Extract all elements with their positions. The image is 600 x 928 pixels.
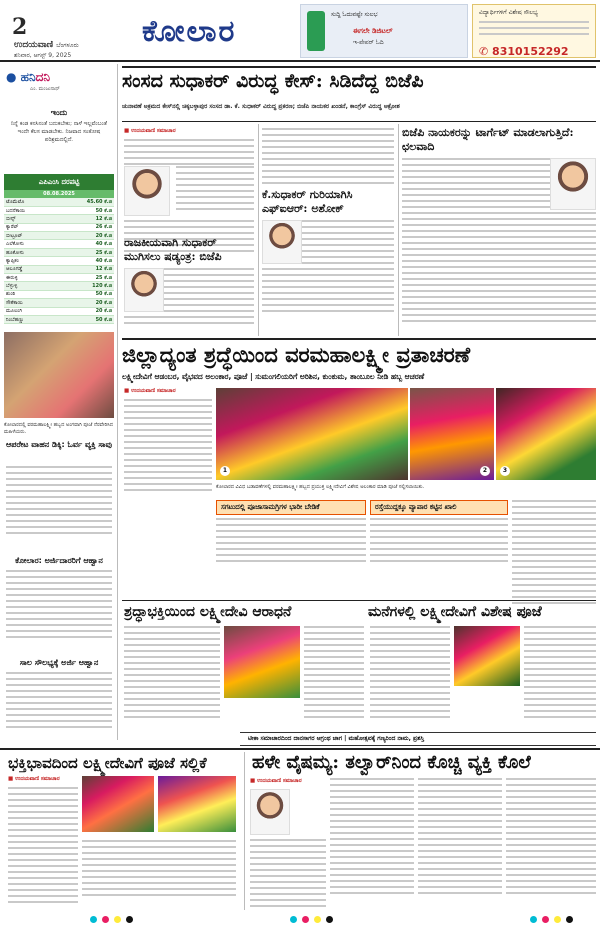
mid-sub-right: ಮನೆಗಳಲ್ಲಿ ಲಕ್ಷ್ಮೀದೇವಿಗೆ ವಿಶೇಷ ಪೂಜೆ: [368, 604, 542, 620]
body-text: [124, 626, 220, 722]
ad-text: ವಿದ್ಯಾರ್ಥಿಗಳಿಗೆ ವಿಶೇಷ ಸೌಲಭ್ಯ: [479, 9, 538, 16]
today-text: ನಿನ್ನೆ ಕಂಡ ಕನಸಿನಂತೆ ಬದುಕಬೇಕು; ನಾಳೆ ಇಲ್ಲವೆಂಬಂತೆ ಇಂದೇ ಕೆಲಸ ಮಾಡಬೇಕು. ನಿಜವಾದ ಸಂತೋಷ ಪರಿಶ್ರಮದಲ್ಲಿದೆ.: [11, 121, 107, 143]
politician-photo: [550, 158, 596, 210]
veg-price: 25 ಕೆ.ಜಿ: [52, 274, 114, 282]
veg-name: ಬೆಳ್ಳುಳ್ಳಿ: [4, 282, 52, 290]
body-text: [216, 518, 366, 566]
issue-date: ಶನಿವಾರ, ಆಗಸ್ಟ್ 9, 2025: [14, 52, 72, 59]
veg-price-row: [4, 215, 114, 223]
veg-price-row: [4, 223, 114, 231]
body-text: [262, 128, 394, 184]
magenta-dot-icon: [102, 916, 109, 923]
bottom-right-col-1: [250, 778, 326, 911]
left-story-3-body: [6, 672, 112, 732]
festival-photo-2: [410, 388, 494, 480]
veg-price-row: [4, 257, 114, 265]
veg-name: ಕ್ಯಾಪ್ಸಿಕಂ: [4, 257, 52, 265]
veg-price-row: [4, 198, 114, 206]
box-head-2: ರಸ್ತೆಯುದ್ದಕ್ಕೂ ವ್ಯಾಪಾರ ಕಟ್ಟಿನ ಖಾಲಿ: [370, 500, 508, 515]
politician-photo: [124, 268, 164, 312]
phone-icon: [307, 11, 325, 51]
veg-price-row: [4, 282, 114, 290]
magenta-dot-icon: [542, 916, 549, 923]
body-text: [82, 840, 236, 900]
festival-photo-3: [496, 388, 596, 480]
masthead: [0, 0, 600, 62]
veg-name: ಟೊಮೆಟೊ: [4, 198, 52, 206]
veg-name: ಈರುಳ್ಳಿ: [4, 274, 52, 282]
veg-name: ಕ್ಯಾರೆಟ್: [4, 223, 52, 231]
veg-name: ಹೂಕೋಸು: [4, 248, 52, 256]
mid-story-col-1: [124, 388, 212, 495]
bottom-right-headline: ಹಳೇ ವೈಷಮ್ಯ: ತಲ್ವಾರ್‌ನಿಂದ ಕೊಚ್ಚಿ ವ್ಯಕ್ತಿ ಕೊಲೆ: [252, 752, 531, 773]
body-text: [124, 139, 254, 165]
cyan-dot-icon: [290, 916, 297, 923]
logo-word-1: ಹನಿ: [20, 70, 36, 84]
section-title: ಕೋಲಾರ: [142, 14, 237, 49]
bottom-left-headline: ಭಕ್ತಿಭಾವದಿಂದ ಲಕ್ಷ್ಮೀದೇವಿಗೆ ಪೂಜೆ ಸಲ್ಲಿಕೆ: [8, 754, 207, 772]
body-text: [8, 787, 78, 903]
yellow-dot-icon: [314, 916, 321, 923]
ad-text: ಸುದ್ದಿ ಓದುವಷ್ಟೇ ಸುಲಭ: [331, 11, 378, 18]
left-story-2-body: [6, 570, 112, 642]
phone-number: 8310152292: [492, 45, 569, 58]
top-story-col-1b: [124, 268, 254, 328]
byline: ■ ಉದಯವಾಣಿ ಸಮಾಚಾರ: [8, 776, 60, 782]
top-story-deck: ಚುನಾವಣೆ ಅಕ್ರಮದ ಕೇಸ್‌ನಲ್ಲಿ ಚಿಕ್ಕಬಳ್ಳಾಪುರ ಸಂಸದ ಡಾ. ಕೆ. ಸುಧಾಕರ್ ವಿರುದ್ಧ ಪ್ರಕರಣ; ಬಿಜೆಪಿ ನಾಯಕರ ಖಂಡನೆ, ಕಾಂಗ್ರೆಸ್ ವಿರುದ್ಧ ಆಕ್ರೋಶ: [122, 103, 400, 110]
byline: ■ ಉದಯವಾಣಿ ಸಮಾಚಾರ: [124, 388, 176, 394]
top-story-sub-2: ಕೆ.ಸುಧಾಕರ್ ಗುರಿಯಾಗಿಸಿ ಎಫ್‌ಐಆರ್: ಅಶೋಕ್: [262, 188, 353, 215]
veg-name: ಶುಂಠಿ: [4, 290, 52, 298]
veg-price-row: [4, 265, 114, 273]
rule: [0, 748, 600, 750]
festival-photo-1: [216, 388, 408, 480]
body-text: [124, 399, 212, 491]
veg-name: ಸೌತೆಕಾಯಿ: [4, 299, 52, 307]
puja-photo: [224, 626, 300, 698]
veg-price: 12 ಕೆ.ಜಿ: [52, 215, 114, 223]
logo-word-2: ದನಿ: [35, 70, 51, 84]
left-story-1-body: [6, 466, 112, 538]
ad-strip[interactable]: ಟೀಕಾ ಸಮಾಚಾರದಿಂದ ದಾನಸಾಗರ ಆಗ್ರಂಥ ಜಾಗ | ಮಹೋತ್ಸವಕ್ಕೆ ಗಣ್ಯರಿಂದ ನಾಮ, ಪ್ರಶಸ್ತಿ: [240, 732, 596, 746]
politician-photo: [124, 166, 170, 216]
veg-price-date: 08.08.2025: [4, 190, 114, 198]
magenta-dot-icon: [302, 916, 309, 923]
festival-photo: [4, 332, 114, 418]
cyan-dot-icon: [90, 916, 97, 923]
byline: ■ ಉದಯವಾಣಿ ಸಮಾಚಾರ: [250, 778, 302, 784]
yellow-dot-icon: [114, 916, 121, 923]
left-story-3-head: ಸಾಲ ಸೌಲಭ್ಯಕ್ಕೆ ಅರ್ಜಿ ಆಹ್ವಾನ: [19, 658, 99, 667]
veg-name: ಮೂಲಂಗಿ: [4, 307, 52, 315]
veg-price: 50 ಕೆ.ಜಿ: [52, 206, 114, 214]
top-story-col-2b: [262, 220, 394, 316]
top-story-sub-3: ಬಿಜೆಪಿ ನಾಯಕರನ್ನು ಟಾರ್ಗೆಟ್ ಮಾಡಲಾಗುತ್ತಿದೆ: ಛಲವಾದಿ: [402, 126, 574, 153]
body-text: [506, 778, 596, 898]
veg-name: ಎಲೆಕೋಸು: [4, 240, 52, 248]
veg-price: 50 ಕೆ.ಜಿ: [52, 290, 114, 298]
newspaper-brand: [14, 40, 79, 50]
veg-name: ಬದನೆಕಾಯಿ: [4, 206, 52, 214]
photo-number: 3: [500, 466, 510, 476]
veg-price: 25 ಕೆ.ಜಿ: [52, 248, 114, 256]
veg-price-row: [4, 206, 114, 214]
puja-photo: [454, 626, 520, 686]
black-dot-icon: [566, 916, 573, 923]
black-dot-icon: [326, 916, 333, 923]
left-story-2-head: ಕೋಲಾರ: ಅರ್ಜಿದಾರರಿಗೆ ಆಹ್ವಾನ: [15, 556, 103, 565]
veg-price: 20 ಕೆ.ಜಿ: [52, 307, 114, 315]
veg-price: 120 ಕೆ.ಜಿ: [52, 282, 114, 290]
veg-name: ನಿಂಬೆಹಣ್ಣು: [4, 315, 52, 323]
body-text: [370, 626, 450, 722]
veg-price: 12 ಕೆ.ಜಿ: [52, 265, 114, 273]
mid-sub-left: ಶ್ರದ್ಧಾಭಕ್ತಿಯಿಂದ ಲಕ್ಷ್ಮೀದೇವಿ ಆರಾಧನೆ: [124, 604, 292, 620]
ad-text: ಈಗಲೇ ಡಿಜಿಟಲ್: [353, 27, 393, 35]
top-story-col-2: [262, 128, 394, 188]
veg-price: 20 ಕೆ.ಜಿ: [52, 232, 114, 240]
byline: ■ ಉದಯವಾಣಿ ಸಮಾಚಾರ: [124, 128, 176, 134]
top-story-col-1: [124, 128, 254, 169]
veg-name: ಬೀನ್ಸ್: [4, 215, 52, 223]
mid-photo-caption: ಕೋಲಾರದ ವಿವಿಧ ಬಡಾವಣೆಗಳಲ್ಲಿ ವರಮಹಾಲಕ್ಷ್ಮೀ ಹಬ್ಬದ ಪ್ರಯುಕ್ತ ಲಕ್ಷ್ಮೀದೇವಿಗೆ ವಿಶೇಷ ಅಲಂಕಾರ ಮಾಡಿ ಪೂಜೆ ಸಲ್ಲಿಸಲಾಯಿತು.: [216, 484, 425, 490]
veg-name: ಆಲೂಗಡ್ಡೆ: [4, 265, 52, 273]
left-story-1-head: ಆಪರೇಟ ವಾಹನ ಡಿಕ್ಕಿ: ಓರ್ವ ವ್ಯಕ್ತಿ ಸಾವು: [5, 440, 113, 449]
veg-name: ಬೀಟ್ರೂಟ್: [4, 232, 52, 240]
accused-photo: [250, 789, 290, 835]
veg-price-row: [4, 240, 114, 248]
ad-phone-number: ✆ 8310152292: [479, 45, 569, 58]
column-rule: [258, 124, 259, 336]
veg-price: 26 ಕೆ.ಜಿ: [52, 223, 114, 231]
body-text: [418, 778, 502, 898]
veg-price-row: [4, 248, 114, 256]
mid-story-deck: ಲಕ್ಷ್ಮೀದೇವಿಗೆ ಆಡಂಬರ, ವೈಭವದ ಅಲಂಕಾರ, ಪೂಜೆ | ಸುಮಂಗಲಿಯರಿಗೆ ಅರಿಶಿನ, ಕುಂಕುಮ, ತಾಂಬೂಲ ನೀಡಿ ಹಬ್ಬ ಆಚರಣೆ: [122, 372, 425, 381]
registration-marks: [0, 912, 600, 928]
photo-caption: ಕೋಲಾರದಲ್ಲಿ ವರಮಹಾಲಕ್ಷ್ಮೀ ಹಬ್ಬದ ಅಂಗವಾಗಿ ಪೂಜೆ ನೆರವೇರಿಸಿದ ಮಹಿಳೆಯರು.: [4, 422, 113, 435]
photo-number: 2: [480, 466, 490, 476]
body-text: [370, 518, 508, 566]
veg-price-row: [4, 232, 114, 240]
politician-photo: [262, 220, 302, 264]
box-head-1: ಸಗಟುದಲ್ಲಿ ಪೂಜಾಸಾಮಗ್ರಿಗಳ ಭಾರೀ ಬೇಡಿಕೆ: [216, 500, 366, 515]
bottom-left-col-1: [8, 776, 78, 907]
bottom-photo-2: [158, 776, 236, 832]
page-number: 2: [12, 14, 28, 40]
veg-price-title: ಎಪಿಎಂಸಿ ದರಪಟ್ಟಿ: [4, 174, 114, 190]
veg-price: 50 ಕೆ.ಜಿ: [52, 315, 114, 323]
subscription-ad[interactable]: [472, 4, 596, 58]
rule: [122, 121, 596, 122]
rule: [122, 338, 596, 340]
veg-price-row: [4, 307, 114, 315]
mid-story-headline: ಜಿಲ್ಲಾದ್ಯಂತ ಶ್ರದ್ಧೆಯಿಂದ ವರಮಹಾಲಕ್ಷ್ಮೀ ವ್ರತಾಚರಣೆ: [122, 342, 471, 367]
body-text: [524, 626, 596, 722]
cyan-dot-icon: [530, 916, 537, 923]
column-rule: [398, 124, 399, 336]
black-dot-icon: [126, 916, 133, 923]
ad-text: ಇ-ಪೇಪರ್ ಓದಿ: [353, 39, 384, 46]
brand-name: ಉದಯವಾಣಿ: [14, 40, 54, 50]
veg-price-table: [4, 198, 114, 324]
rule: [122, 600, 596, 601]
veg-price: 40 ಕೆ.ಜಿ: [52, 257, 114, 265]
body-text: [330, 778, 414, 898]
column-author: ಎಂ. ಮಂಜುನಾಥ್: [30, 86, 60, 92]
rule: [122, 66, 596, 68]
left-column: [0, 64, 118, 740]
bottom-photo-1: [82, 776, 154, 832]
veg-price-row: [4, 274, 114, 282]
photo-number: 1: [220, 466, 230, 476]
body-text: [176, 166, 254, 214]
today-label: ಇಂದು: [50, 108, 68, 117]
body-text: [304, 626, 364, 722]
veg-price: 20 ಕೆ.ಜಿ: [52, 299, 114, 307]
veg-price-row: [4, 290, 114, 298]
top-story-headline: ಸಂಸದ ಸುಧಾಕರ್ ವಿರುದ್ಧ ಕೇಸ್: ಸಿಡಿದೆದ್ದ ಬಿಜೆಪಿ: [122, 70, 424, 92]
column-rule: [244, 752, 245, 910]
top-story-sub-1: ರಾಜಕೀಯವಾಗಿ ಸುಧಾಕರ್ ಮುಗಿಸಲು ಷಡ್ಯಂತ್ರ: ಬಿಜೆಪಿ: [124, 236, 222, 263]
top-story-col-3: [402, 158, 596, 326]
yellow-dot-icon: [554, 916, 561, 923]
ad-text-lines: [479, 21, 589, 39]
edition-label: ಬೆಂಗಳೂರು: [56, 42, 79, 49]
honey-dani-logo: ● ಹನಿದನಿ: [6, 70, 51, 84]
body-text: [250, 839, 326, 907]
epaper-ad[interactable]: [300, 4, 468, 58]
veg-price: 45.60 ಕೆ.ಜಿ: [52, 198, 114, 206]
veg-price-row: [4, 299, 114, 307]
body-text: [512, 500, 596, 608]
veg-price: 40 ಕೆ.ಜಿ: [52, 240, 114, 248]
veg-price-row: [4, 315, 114, 323]
